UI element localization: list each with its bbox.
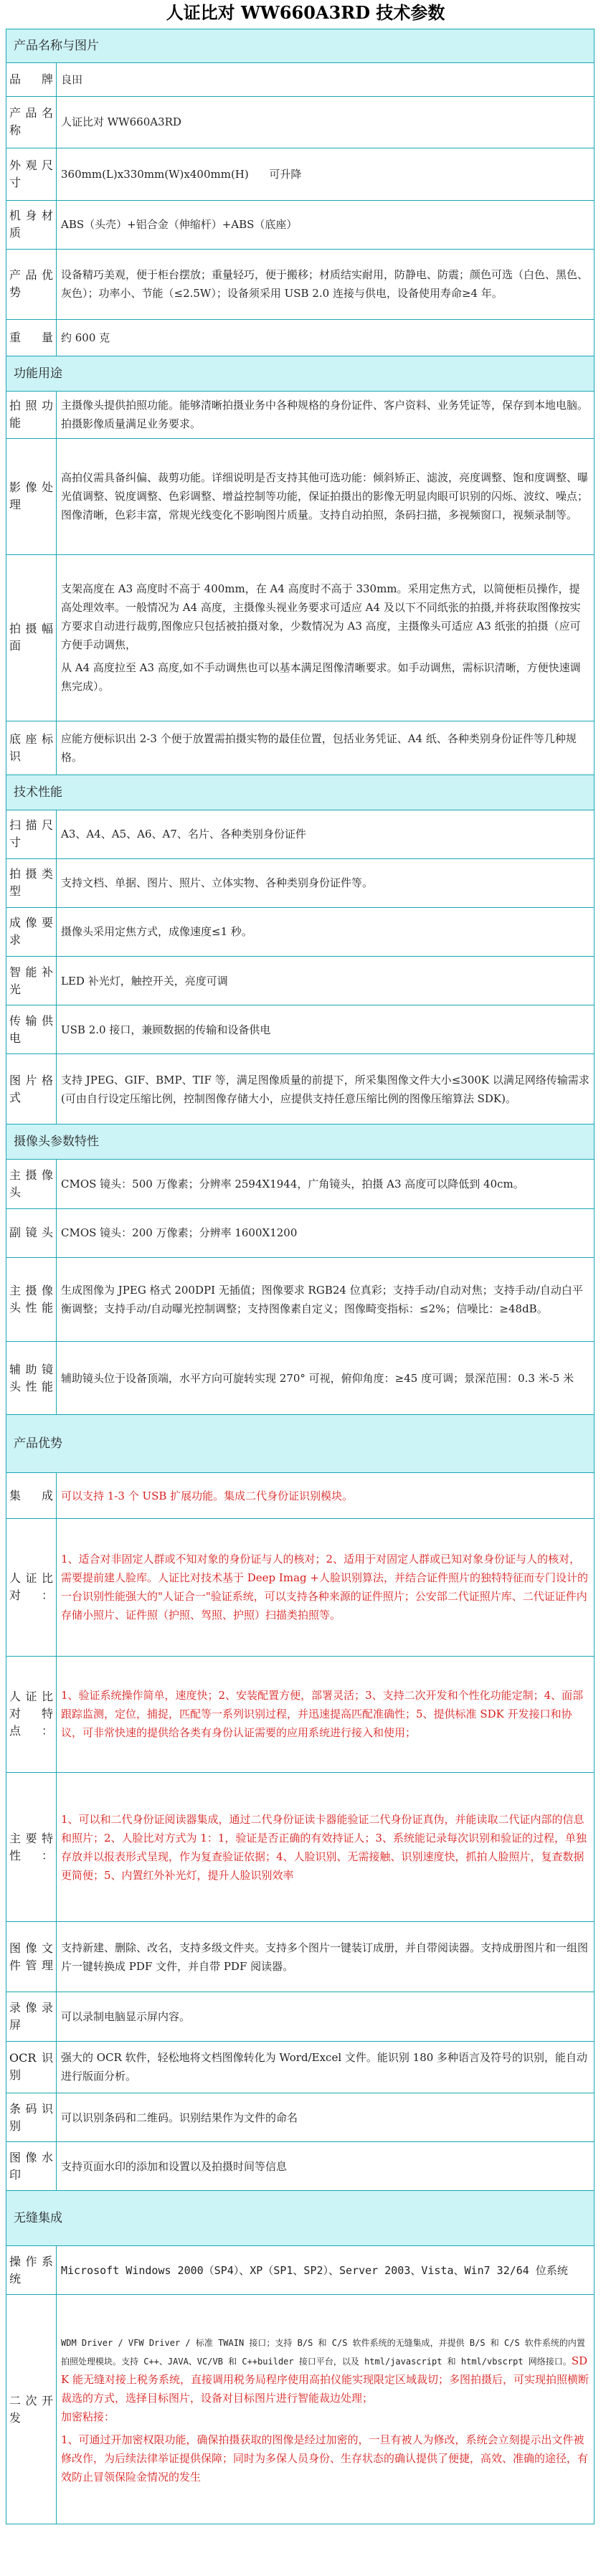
row-value: 可以识别条码和二维码。识别结果作为文件的命名 <box>57 2093 595 2142</box>
row-label: 重量 <box>6 319 57 356</box>
row-shoot-func <box>6 391 595 438</box>
row-main-perf <box>6 1257 595 1341</box>
section-title: 技术性能 <box>6 775 595 810</box>
row-label: 人证比对： <box>6 1519 57 1657</box>
row-name <box>6 96 595 148</box>
row-label: 二次开发 <box>6 2295 57 2524</box>
row-value: 摄像头采用定焦方式，成像速度≤1 秒。 <box>57 907 595 956</box>
row-label: 主要特性： <box>6 1772 57 1922</box>
row-value: 可以录制电脑显示屏内容。 <box>57 1992 595 2041</box>
row-features <box>6 1656 595 1772</box>
row-label: 人证比对特点： <box>6 1656 57 1772</box>
shoot-area-text-2: 从 A4 高度拉至 A3 高度,如不手动调焦也可以基本满足图像清晰要求。如手动调焦，需标识清晰，方便快速调焦完成）。 <box>61 661 581 693</box>
row-value: 应能方便标识出 2-3 个便于放置需拍摄实物的最佳位置，包括业务凭证、A4 纸、各种类别身份证件等几种规格。 <box>57 721 595 775</box>
sdk-encrypt-text: 1、可通过开加密权限功能，确保拍摄获取的图像是经过加密的，一旦有被人为修改，系统会立刻提示出文件被修改作，为后续法律举证提供保障；同时为多保人员身份、生存状态的确认提供了便捷，高效、准确的途径，有效防止冒领保险金情况的发生 <box>61 2433 589 2483</box>
section-product <box>6 29 595 63</box>
section-advantage <box>6 1415 595 1473</box>
row-main-feat <box>6 1772 595 1922</box>
section-function <box>6 356 595 391</box>
row-value: 设备精巧美观，便于柜台摆放；重量轻巧，便于搬移；材质结实耐用，防静电、防震；颜色可选（白色、黑色、灰色）；功率小、节能（≤2.5W）；设备须采用 USB 2.0 连接与供电，设备使用寿命≥4 年。 <box>57 249 595 319</box>
row-label: 产品名称 <box>6 96 57 148</box>
row-value: 可以支持 1-3 个 USB 扩展功能。集成二代身份证识别模块。 <box>57 1473 595 1519</box>
row-aux-perf <box>6 1341 595 1414</box>
row-label: 品牌 <box>6 62 57 96</box>
row-label: 辅助镜头性能 <box>6 1341 57 1414</box>
row-label: 成像要求 <box>6 907 57 956</box>
row-label: 图片格式 <box>6 1054 57 1124</box>
row-value: 生成图像为 JPEG 格式 200DPI 无插值；图像要求 RGB24 位真彩；支持手动/自动对焦；支持手动/自动白平衡调整；支持手动/自动曝光控制调整；支持图像素自定义；图像畸变指标：≤2%；信噪比：≥48dB。 <box>57 1257 595 1341</box>
row-imaging <box>6 907 595 956</box>
row-label: 操作系统 <box>6 2246 57 2295</box>
sdk-text-red: SDK 能无缝对接上税务系统，直接调用税务局程序使用高拍仪能实现限定区域裁切；多图拍摄后，可实现拍照横断裁选的方式，选择目标图片，设备对目标图片进行智能裁边处理； <box>61 2354 589 2405</box>
row-value: USB 2.0 接口，兼顾数据的传输和设备供电 <box>57 1005 595 1054</box>
section-seamless <box>6 2191 595 2246</box>
row-brand <box>6 62 595 96</box>
row-value: 人证比对 WW660A3RD <box>57 96 595 148</box>
row-label: 底座标识 <box>6 721 57 775</box>
section-title: 产品优势 <box>6 1415 595 1473</box>
row-watermark <box>6 2142 595 2191</box>
row-label: OCR识别 <box>6 2041 57 2093</box>
page-title: 人证比对 WW660A3RD 技术参数 <box>166 2 445 23</box>
row-os <box>6 2246 595 2295</box>
row-label: 传输供电 <box>6 1005 57 1054</box>
row-label: 录像录屏 <box>6 1992 57 2041</box>
row-label: 智能补光 <box>6 957 57 1005</box>
spec-table <box>6 29 595 2524</box>
section-title: 无缝集成 <box>6 2191 595 2246</box>
row-label: 集成 <box>6 1473 57 1519</box>
row-label: 扫描尺寸 <box>6 810 57 858</box>
section-title: 摄像头参数特性 <box>6 1124 595 1160</box>
row-aux-cam <box>6 1208 595 1257</box>
row-value: 1、验证系统操作简单，速度快；2、安装配置方便，部署灵活；3、支持二次开发和个性化功能定制；4、面部跟踪监测，定位，捕捉，匹配等一系列识别过程，并迅速提高匹配准确性；5、提供标准 SDK 开发接口和协议，可非常快速的提供给各类有身份认证需要的应用系统进行接入和使用； <box>57 1656 595 1772</box>
row-shoot-type <box>6 858 595 907</box>
row-value: 支持 JPEG、GIF、BMP、TIF 等，满足图像质量的前提下，所采集图像文件大小≤300K 以满足网络传输需求(可由自行设定压缩比例，控制图像存储大小，应提供支持任意压缩比例的图像压缩算法 SDK)。 <box>57 1054 595 1124</box>
row-label: 拍摄幅面 <box>6 554 57 721</box>
row-value: A3、A4、A5、A6、A7、名片、各种类别身份证件 <box>57 810 595 858</box>
row-value: 主摄像头提供拍照功能。能够清晰拍摄业务中各种规格的身份证件、客户资料、业务凭证等，保存到本地电脑。拍摄影像质量满足业务要求。 <box>57 391 595 438</box>
row-value: 强大的 OCR 软件，轻松地将文档图像转化为 Word/Excel 文件。能识别 180 多种语言及符号的识别，能自动进行版面分析。 <box>57 2041 595 2093</box>
row-material <box>6 200 595 249</box>
row-shoot-area <box>6 554 595 721</box>
row-label: 产品优势 <box>6 249 57 319</box>
sdk-encrypt-title: 加密粘接： <box>61 2410 115 2423</box>
section-tech <box>6 775 595 810</box>
section-title: 功能用途 <box>6 356 595 391</box>
sdk-text-1: WDM Driver / VFW Driver / 标准 TWAIN 接口；支持 B/S 和 C/S 软件系统的无缝集成，并提供 B/S 和 C/S 软件系统的内置拍照处理模块。支持 C++、JAVA、VC/VB 和 C++builder 接口平台，以及 html/javascript 和 html/vbscrpt 网络接口。 <box>61 2337 585 2367</box>
row-value: 支持页面水印的添加和设置以及拍摄时间等信息 <box>57 2142 595 2191</box>
row-compare <box>6 1519 595 1657</box>
row-value: 约 600 克 <box>57 319 595 356</box>
row-value: 辅助镜头位于设备顶端，水平方向可旋转实现 270° 可视，俯仰角度：≥45 度可调；景深范围：0.3 米-5 米 <box>57 1341 595 1414</box>
row-label: 影像处理 <box>6 438 57 554</box>
row-base-mark <box>6 721 595 775</box>
row-label: 主摄像头性能 <box>6 1257 57 1341</box>
row-label: 图像水印 <box>6 2142 57 2191</box>
row-value: 360mm(L)x330mm(W)x400mm(H) 可升降 <box>57 148 595 200</box>
row-label: 条码识别 <box>6 2093 57 2142</box>
row-value: LED 补光灯，触控开关，亮度可调 <box>57 957 595 1005</box>
row-value: 1、适合对非固定人群或不知对象的身份证与人的核对；2、适用于对固定人群或已知对象身份证与人的核对，需要提前建人脸库。人证比对技术基于 Deep Imag +人脸识别算法，并结合证件照片的独特特征而专门设计的一台识别性能强大的"人证合一"验证系统，可以支持各种来源的证件照片；公安部二代证照片库、二代证证件内存储小照片、证件照（护照、驾照、护照）扫描类拍照等。 <box>57 1519 595 1657</box>
row-value: CMOS 镜头：200 万像素；分辨率 1600X1200 <box>57 1208 595 1257</box>
row-ocr <box>6 2041 595 2093</box>
row-label: 拍照功能 <box>6 391 57 438</box>
row-label: 拍摄类型 <box>6 858 57 907</box>
row-main-cam <box>6 1160 595 1208</box>
row-value: 1、可以和二代身份证阅读器集成，通过二代身份证读卡器能验证二代身份证真伪，并能读取二代证内部的信息和照片；2、人脸比对方式为 1：1，验证是否正确的有效持证人；3、系统能记录每次识别和验证的过程，单独存放并以报表形式呈现，作为复查验证依据；4、人脸识别、无需接触、识别速度快，抓拍人脸照片，复查数据更简便；5、内置红外补光灯，提升人脸识别效率 <box>57 1772 595 1922</box>
row-sdk <box>6 2295 595 2524</box>
row-label: 图像文件管理 <box>6 1922 57 1992</box>
row-value: 支持新建、删除、改名，支持多级文件夹。支持多个图片一键装订成册，并自带阅读器。支持成册图片和一组图片一键转换成 PDF 文件，并自带 PDF 阅读器。 <box>57 1922 595 1992</box>
row-size <box>6 148 595 200</box>
row-value <box>57 554 595 721</box>
row-barcode <box>6 2093 595 2142</box>
row-label: 外观尺寸 <box>6 148 57 200</box>
row-value: ABS（头壳）+铝合金（伸缩杆）+ABS（底座） <box>57 200 595 249</box>
row-value: 良田 <box>57 62 595 96</box>
row-value: CMOS 镜头：500 万像素；分辨率 2594X1944，广角镜头，拍摄 A3 高度可以降低到 40cm。 <box>57 1160 595 1208</box>
row-advantage <box>6 249 595 319</box>
row-recording <box>6 1992 595 2041</box>
row-value: 高拍仪需具备纠偏、裁剪功能。详细说明是否支持其他可选功能：倾斜矫正、滤波，亮度调整、饱和度调整、曝光值调整、锐度调整、色彩调整、增益控制等功能，保证拍摄出的影像无明显肉眼可识别的闪烁、波纹、噪点；图像清晰，色彩丰富，常规光线变化不影响图片质量。支持自动拍照，条码扫描，多视频窗口，视频录制等。 <box>57 438 595 554</box>
shoot-area-text-1: 支架高度在 A3 高度时不高于 400mm，在 A4 高度时不高于 330mm。采用定焦方式，以简便柜员操作，提高处理效率。一般情况为 A4 高度，主摄像头视业务要求可适应 A4 及以下不同纸张的拍摄,并将获取图像按实方要求自动进行裁剪,图像应只包括被拍摄对象，少数情况为 A3 高度，主摄像头可适应 A3 纸张的拍摄（应可方便手动调焦， <box>61 582 581 652</box>
section-title: 产品名称与图片 <box>6 29 595 63</box>
row-integrate <box>6 1473 595 1519</box>
row-img-format <box>6 1054 595 1124</box>
row-weight <box>6 319 595 356</box>
row-image-proc <box>6 438 595 554</box>
row-value: 支持文档、单据、图片、照片、立体实物、各种类别身份证件等。 <box>57 858 595 907</box>
row-label: 副镜头 <box>6 1208 57 1257</box>
row-file-mgmt <box>6 1922 595 1992</box>
section-camera <box>6 1124 595 1160</box>
row-scan-size <box>6 810 595 858</box>
row-value <box>57 2295 595 2524</box>
row-power <box>6 1005 595 1054</box>
row-value: Microsoft Windows 2000（SP4）、XP（SP1、SP2）、Server 2003、Vista、Win7 32/64 位系统 <box>57 2246 595 2295</box>
row-fill-light <box>6 957 595 1005</box>
row-label: 主摄像头 <box>6 1160 57 1208</box>
row-label: 机身材质 <box>6 200 57 249</box>
